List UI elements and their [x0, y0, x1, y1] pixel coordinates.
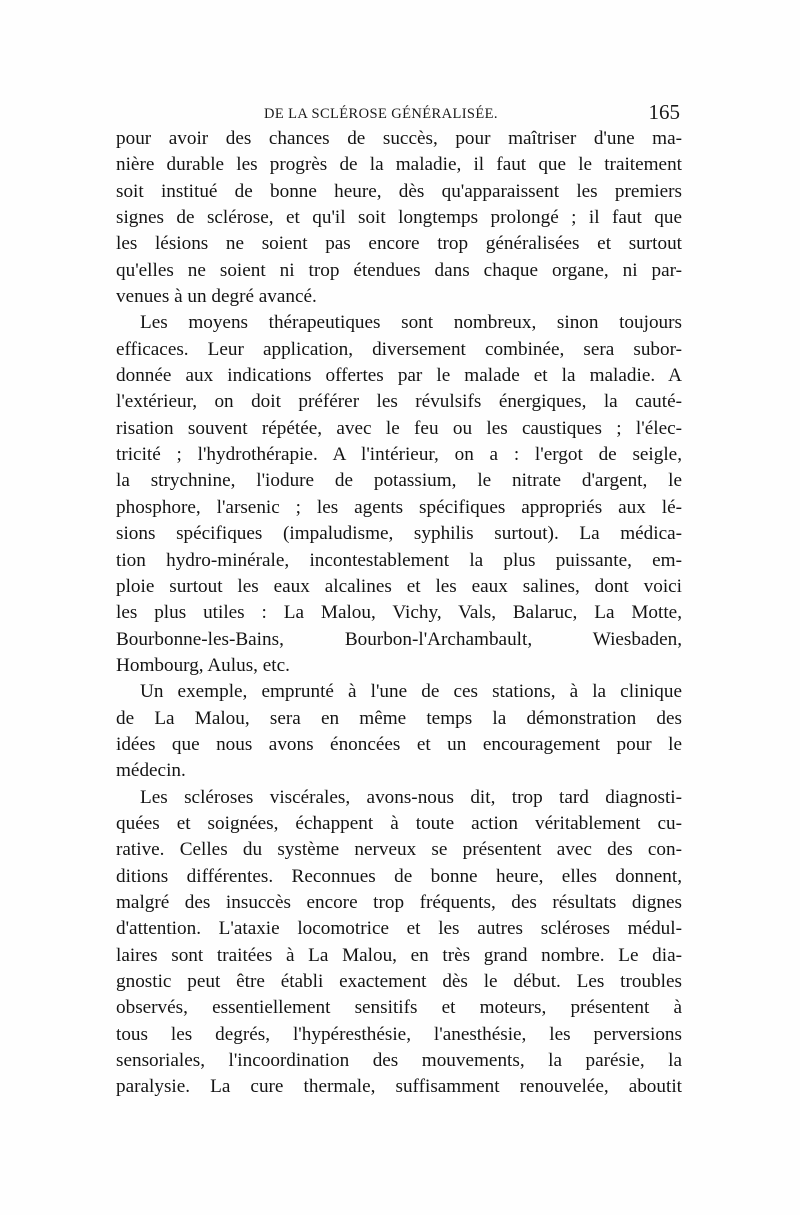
text-line: d'attention. L'ataxie locomotrice et les autres scléroses médul- [116, 918, 682, 940]
page-number: 165 [648, 100, 680, 124]
text-line: malgré des insuccès encore trop fréquents, des résultats dignes [116, 891, 682, 913]
text-line: observés, essentiellement sensitifs et moteurs, présentent à [116, 997, 682, 1019]
text-line: Bourbonne-les-Bains, Bourbon-l'Archambault, Wiesbaden, [116, 628, 682, 650]
text-line: gnostic peut être établi exactement dès le début. Les troubles [116, 971, 682, 992]
text-line: de La Malou, sera en même temps la démonstration des [116, 707, 682, 729]
text-line: Un exemple, emprunté à l'une de ces stations, à la clinique [140, 681, 682, 703]
text-line: les plus utiles : La Malou, Vichy, Vals, Balaruc, La Motte, [116, 602, 682, 624]
text-line: donnée aux indications offertes par le malade et la maladie. A [116, 365, 682, 387]
text-line: ploie surtout les eaux alcalines et les eaux salines, dont voici [116, 575, 682, 597]
text-line: tion hydro-minérale, incontestablement la plus puissante, em- [116, 549, 682, 571]
text-line: tous les degrés, l'hypéresthésie, l'anesthésie, les perversions [116, 1023, 682, 1045]
text-line: phosphore, l'arsenic ; les agents spécifiques appropriés aux lé- [116, 496, 682, 518]
text-line: venues à un degré avancé. [116, 286, 317, 308]
text-line: tricité ; l'hydrothérapie. A l'intérieur, on a : l'ergot de seigle, [116, 444, 682, 466]
text-line: Les scléroses viscérales, avons-nous dit, trop tard diagnosti- [140, 786, 682, 808]
text-line: nière durable les progrès de la maladie, il faut que le traitement [116, 154, 682, 176]
text-line: l'extérieur, on doit préférer les révulsifs énergiques, la cauté- [116, 391, 682, 413]
text-line: efficaces. Leur application, diversement combinée, sera subor- [116, 338, 682, 360]
text-line: idées que nous avons énoncées et un encouragement pour le [116, 733, 682, 755]
text-line: ditions différentes. Reconnues de bonne heure, elles donnent, [116, 865, 682, 887]
text-line: soit institué de bonne heure, dès qu'apparaissent les premiers [116, 180, 682, 202]
text-line: risation souvent répétée, avec le feu ou les caustiques ; l'élec- [116, 417, 682, 439]
text-line: médecin. [116, 760, 186, 782]
text-line: quées et soignées, échappent à toute action véritablement cu- [116, 812, 682, 834]
text-line: pour avoir des chances de succès, pour maîtriser d'une ma- [116, 128, 682, 149]
text-line: les lésions ne soient pas encore trop généralisées et surtout [116, 233, 682, 255]
text-line: rative. Celles du système nerveux se présentent avec des con- [116, 839, 682, 861]
text-line: qu'elles ne soient ni trop étendues dans chaque organe, ni par- [116, 259, 682, 281]
running-head [250, 100, 680, 127]
text-line: laires sont traitées à La Malou, en très grand nombre. Le dia- [116, 944, 682, 966]
body-text [116, 126, 682, 1101]
text-line: sions spécifiques (impaludisme, syphilis surtout). La médica- [116, 523, 682, 545]
running-title: DE LA SCLÉROSE GÉNÉRALISÉE. [264, 106, 498, 122]
text-line: paralysie. La cure thermale, suffisamment renouvelée, aboutit [116, 1076, 682, 1098]
text-line: signes de sclérose, et qu'il soit longtemps prolongé ; il faut que [116, 207, 682, 229]
text-line: Les moyens thérapeutiques sont nombreux, sinon toujours [140, 312, 682, 334]
text-line: sensoriales, l'incoordination des mouvements, la parésie, la [116, 1050, 682, 1072]
text-line: Hombourg, Aulus, etc. [116, 654, 290, 676]
text-line: la strychnine, l'iodure de potassium, le nitrate d'argent, le [116, 470, 682, 492]
